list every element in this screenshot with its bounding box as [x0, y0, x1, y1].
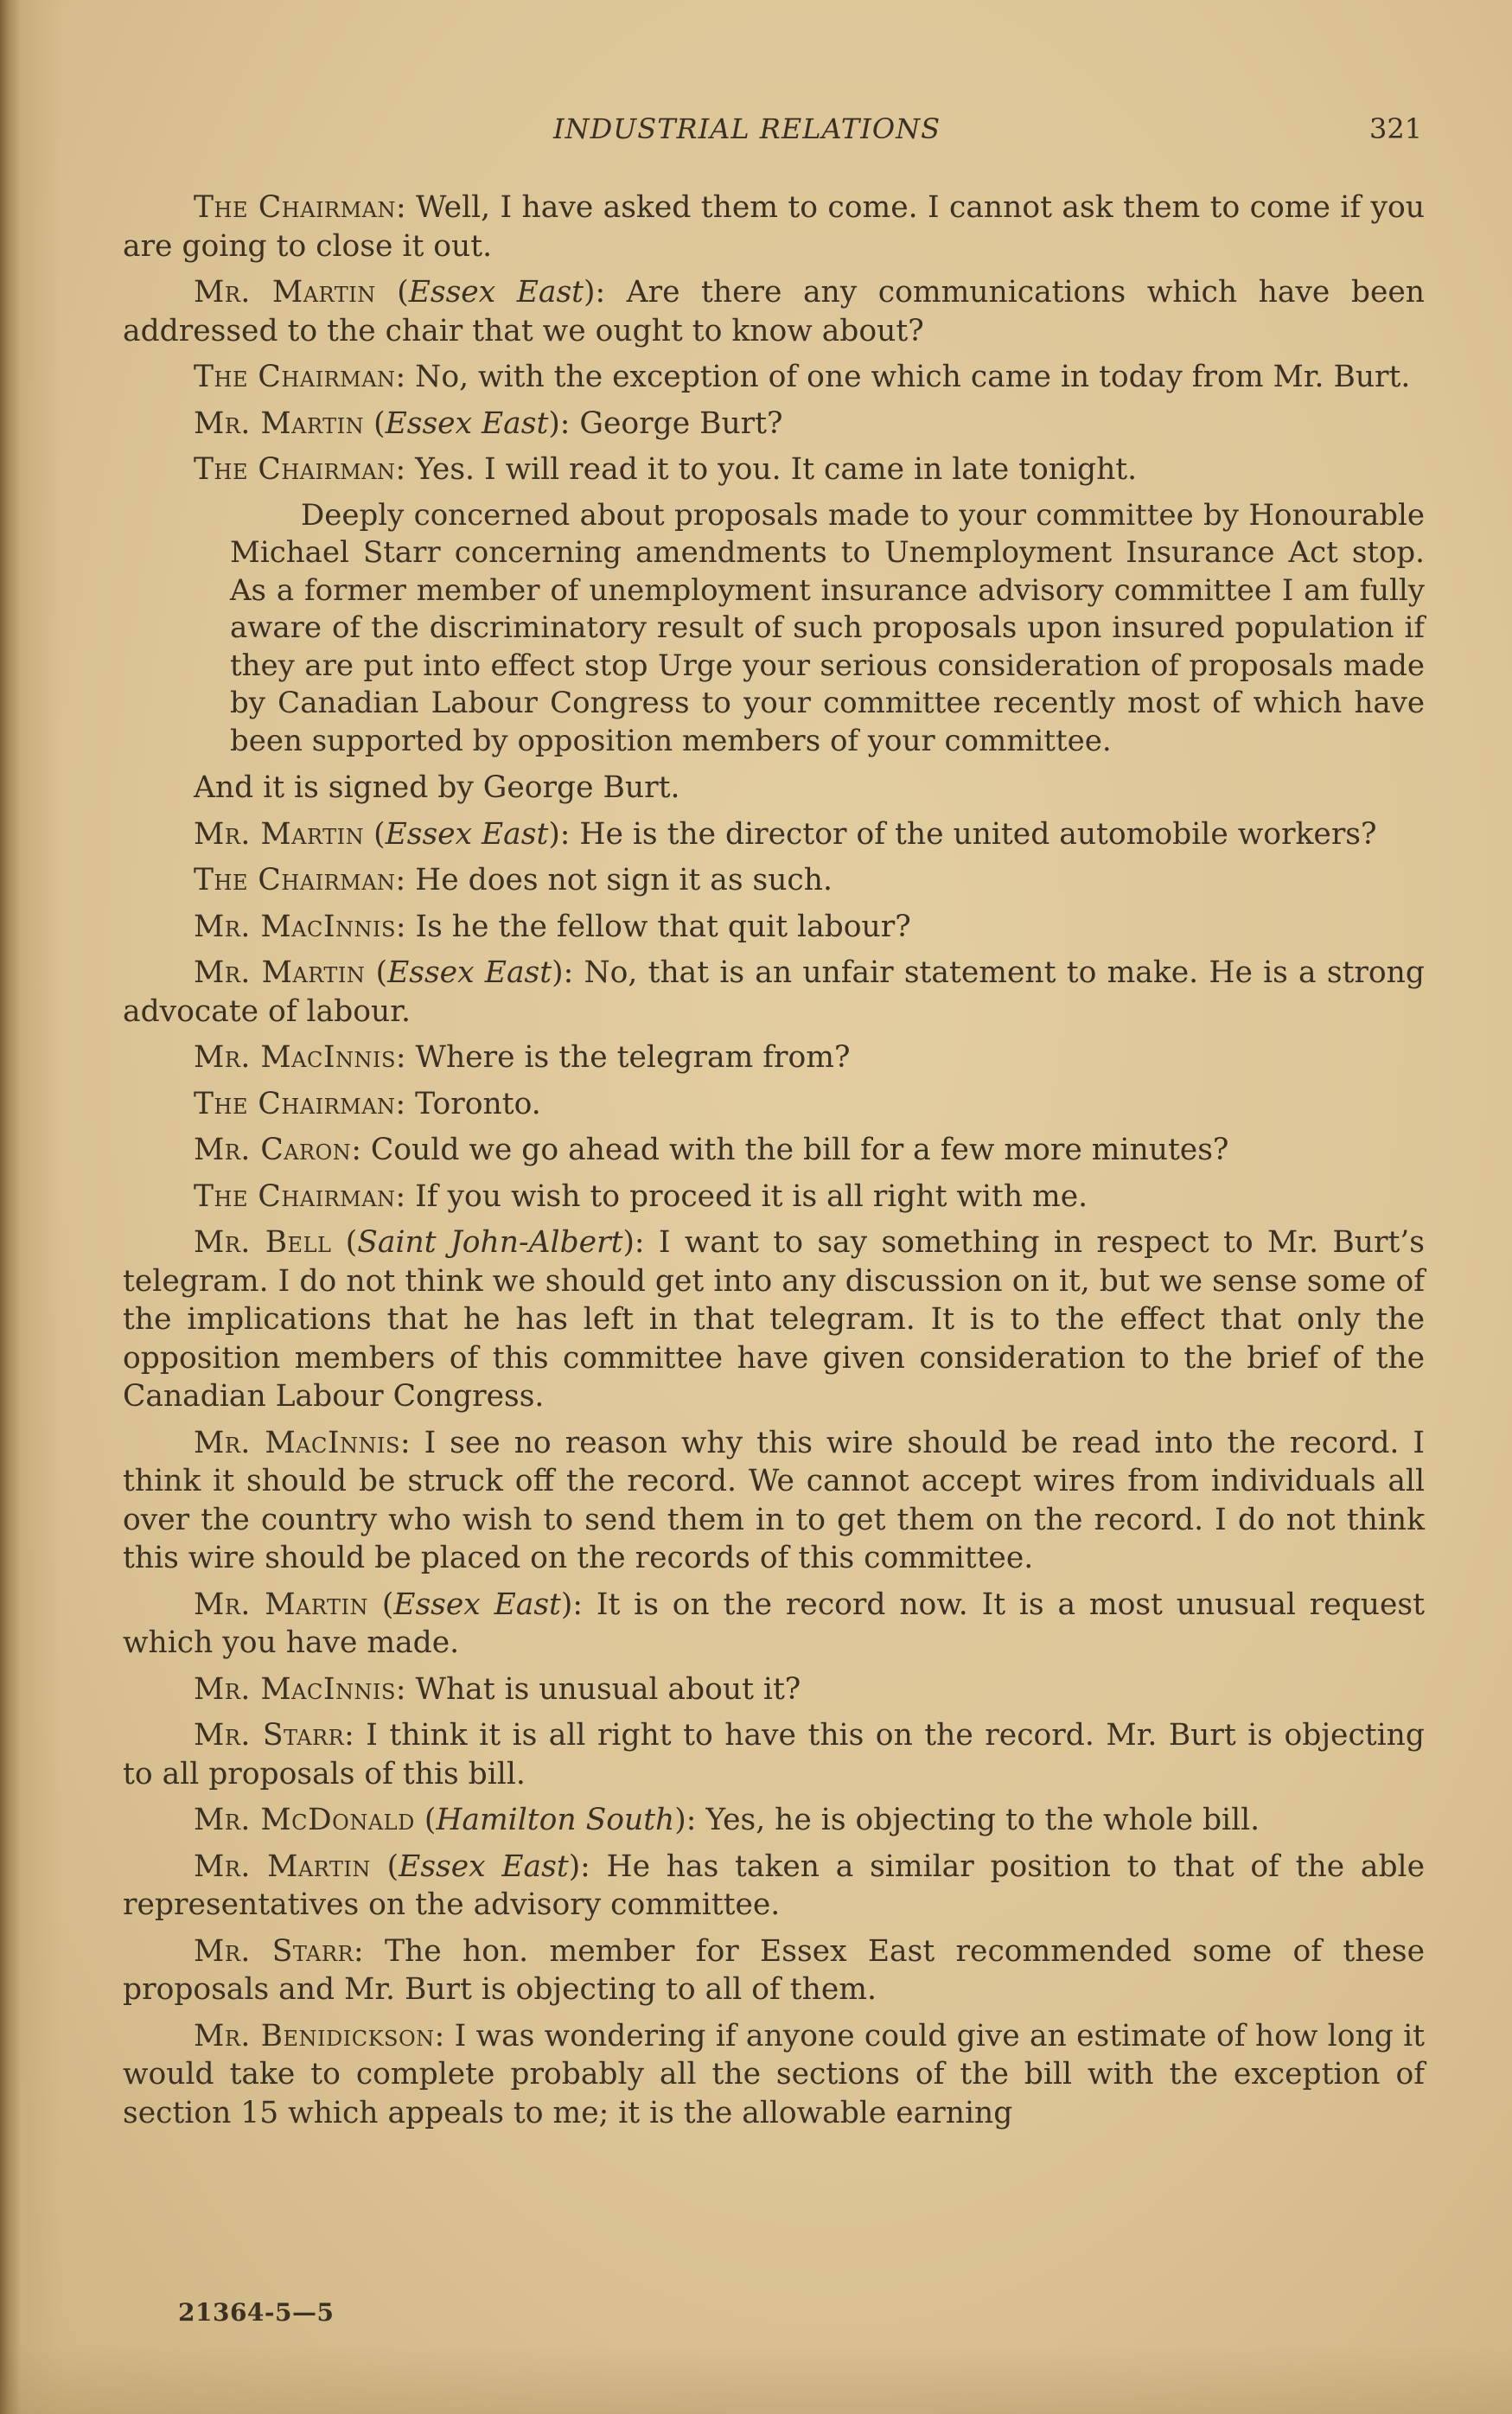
speech-text: Yes, he is objecting to the whole bill. [705, 1803, 1260, 1837]
transcript-paragraph: The Chairman: If you wish to proceed it is all right with me. [194, 1178, 1088, 1214]
transcript-paragraph: The Chairman: No, with the exception of one which came in today from Mr. Burt. [194, 360, 1411, 394]
transcript-paragraph: Mr. Bell (Saint John-Albert): I want to say something in respect to Mr. Burt’s telegram. I do not think we should get into any discussion on it, but we sense some of the implications that he has left in that telegram. It is to the effect that only the opposition members of this committee have given consideration to the brief of the Canadian Labour Congress. [123, 1225, 1425, 1414]
transcript-paragraph: Mr. McDonald (Hamilton South): Yes, he is objecting to the whole bill. [194, 1803, 1260, 1837]
speech-text: Could we go ahead with the bill for a few more minutes? [370, 1133, 1229, 1167]
speech-text: Where is the telegram from? [415, 1040, 851, 1075]
page-number: 321 [1369, 112, 1423, 145]
transcript-paragraph: Mr. MacInnis: What is unusual about it? [194, 1671, 801, 1707]
transcript-paragraph: The Chairman: Toronto. [194, 1086, 541, 1121]
speech-text: Is he the fellow that quit labour? [415, 909, 911, 944]
transcript-paragraph: The Chairman: He does not sign it as such. [194, 863, 833, 897]
speech-text: What is unusual about it? [415, 1671, 801, 1707]
transcript-paragraph: The Chairman: Yes. I will read it to you. It came in late tonight. [194, 452, 1138, 487]
transcript-before-telegram [123, 188, 1425, 489]
speaker-name: Mr. Martin [194, 816, 365, 852]
transcript-paragraph: Mr. Martin (Essex East): He has taken a similar position to that of the able representatives on the advisory committee. [123, 1849, 1425, 1922]
telegram-quote: Deeply concerned about proposals made to your committee by Honourable Michael Starr concerning amendments to Unemployment Insurance Act stop. As a former member of unemployment insurance advisory committee I am fully aware of the discriminatory result of such proposals upon insured population if they are put into effect stop Urge your serious consideration of proposals made by Canadian Labour Congress to your committee recently most of which have been supported by opposition members of your committee. [230, 497, 1425, 758]
transcript-paragraph: Mr. Martin (Essex East): No, that is an unfair statement to make. He is a strong advocate of labour. [123, 955, 1425, 1029]
speaker-name: Mr. Martin [194, 1587, 368, 1622]
transcript-paragraph: Mr. Starr: The hon. member for Essex East recommended some of these proposals and Mr. Burt is objecting to all of them. [123, 1933, 1425, 2007]
transcript-paragraph [123, 769, 1425, 808]
transcript-paragraph: Mr. MacInnis: Where is the telegram from? [194, 1040, 851, 1075]
transcript-paragraph: Mr. Starr: I think it is all right to have this on the record. Mr. Burt is objecting to all proposals of this bill. [123, 1718, 1425, 1791]
speaker-name: The Chairman [194, 452, 396, 487]
transcript-paragraph: Mr. Martin (Essex East): Are there any communications which have been addressed to the chair that we ought to know about? [123, 275, 1425, 348]
speaker-constituency: Essex East [385, 406, 549, 441]
speaker-constituency: Saint John-Albert [357, 1225, 623, 1260]
speaker-name: Mr. Martin [194, 1849, 371, 1884]
speech-text: I want to say something in respect to Mr. Burt’s telegram. I do not think we should get into any discussion on it, but we sense some of the implications that he has left in that telegram. It is to the effect that only the opposition members of this committee have given consideration to the brief of the Canadian Labour Congress. [123, 1225, 1425, 1414]
speech-text: No, with the exception of one which came in today from Mr. Burt. [415, 360, 1411, 394]
transcript-paragraph: Mr. MacInnis: Is he the fellow that quit labour? [194, 909, 911, 944]
speaker-name: Mr. MacInnis [194, 909, 396, 944]
speaker-constituency: Essex East [385, 816, 549, 852]
running-head: INDUSTRIAL RELATIONS [553, 112, 941, 145]
signature-mark: 21364-5—5 [178, 2298, 335, 2327]
speaker-constituency: Essex East [393, 1587, 561, 1622]
speech-text: If you wish to proceed it is all right with me. [415, 1178, 1088, 1214]
speech-text: No, that is an unfair statement to make. He is a strong advocate of labour. [123, 955, 1425, 1029]
speech-text: I see no reason why this wire should be read into the record. I think it should be struck off the record. We cannot accept wires from individuals all over the country who wish to send them in to get them on the record. I do not think this wire should be placed on the records of this committee. [123, 1425, 1426, 1575]
speech-text: He has taken a similar position to that of the able representatives on the advisory committee. [123, 1849, 1425, 1922]
speaker-name: Mr. Martin [194, 955, 366, 990]
speaker-name: Mr. Martin [194, 275, 376, 310]
speaker-name: Mr. MacInnis [194, 1671, 396, 1707]
speaker-name: The Chairman [194, 1178, 396, 1214]
speaker-constituency: Essex East [387, 955, 552, 990]
speech-text: George Burt? [579, 406, 783, 441]
speech-text: I was wondering if anyone could give an estimate of how long it would take to complete probably all the sections of the bill with the exception of section 15 which appeals to me; it is the allowable earning [123, 2018, 1425, 2130]
speaker-constituency: Essex East [408, 275, 584, 310]
speaker-name: Mr. Caron [194, 1133, 352, 1167]
transcript-paragraph: Mr. Martin (Essex East): It is on the record now. It is a most unusual request which you have made. [123, 1587, 1425, 1660]
transcript-paragraph: Mr. Caron: Could we go ahead with the bill for a few more minutes? [194, 1133, 1229, 1167]
speech-text: I think it is all right to have this on the record. Mr. Burt is objecting to all proposals of this bill. [123, 1718, 1425, 1791]
transcript-paragraph: Mr. Martin (Essex East): George Burt? [194, 406, 783, 441]
speech-text: Are there any communications which have been addressed to the chair that we ought to know about? [123, 275, 1425, 348]
speaker-name: Mr. Bell [194, 1225, 332, 1260]
body-text [123, 188, 1425, 2140]
transcript-after-telegram [123, 769, 1425, 2132]
speaker-name: Mr. MacInnis [194, 1040, 396, 1075]
speaker-name: Mr. MacInnis [194, 1425, 400, 1460]
transcript-paragraph: Mr. MacInnis: I see no reason why this wire should be read into the record. I think it should be struck off the record. We cannot accept wires from individuals all over the country who wish to send them in to get them on the record. I do not think this wire should be placed on the records of this committee. [123, 1425, 1426, 1575]
speech-text: He does not sign it as such. [415, 863, 833, 897]
speaker-constituency: Essex East [399, 1849, 569, 1884]
speaker-constituency: Hamilton South [436, 1803, 675, 1837]
speaker-name: The Chairman [194, 863, 396, 897]
speech-text: And it is signed by George Burt. [194, 770, 680, 805]
speaker-name: Mr. Martin [194, 406, 365, 441]
speech-text: The hon. member for Essex East recommended some of these proposals and Mr. Burt is objecting to all of them. [123, 1933, 1425, 2007]
speech-text: He is the director of the united automobile workers? [579, 816, 1377, 852]
speaker-name: The Chairman [194, 1086, 396, 1121]
transcript-paragraph: Mr. Martin (Essex East): He is the director of the united automobile workers? [194, 816, 1377, 852]
transcript-paragraph: Mr. Benidickson: I was wondering if anyone could give an estimate of how long it would take to complete probably all the sections of the bill with the exception of section 15 which appeals to me; it is the allowable earning [123, 2018, 1425, 2130]
speech-text: Toronto. [415, 1086, 541, 1121]
speaker-name: The Chairman [194, 360, 396, 394]
speaker-name: The Chairman [194, 190, 396, 225]
speaker-name: Mr. Starr [194, 1933, 354, 1969]
transcript-paragraph: The Chairman: Well, I have asked them to come. I cannot ask them to come if you are going to close it out. [123, 190, 1425, 264]
speech-text: It is on the record now. It is a most unusual request which you have made. [123, 1587, 1425, 1660]
speaker-name: Mr. McDonald [194, 1803, 415, 1837]
speaker-name: Mr. Starr [194, 1718, 345, 1753]
speech-text: Yes. I will read it to you. It came in late tonight. [415, 452, 1138, 487]
speaker-name: Mr. Benidickson [194, 2018, 435, 2053]
speech-text: Well, I have asked them to come. I cannot ask them to come if you are going to close it out. [123, 190, 1425, 264]
